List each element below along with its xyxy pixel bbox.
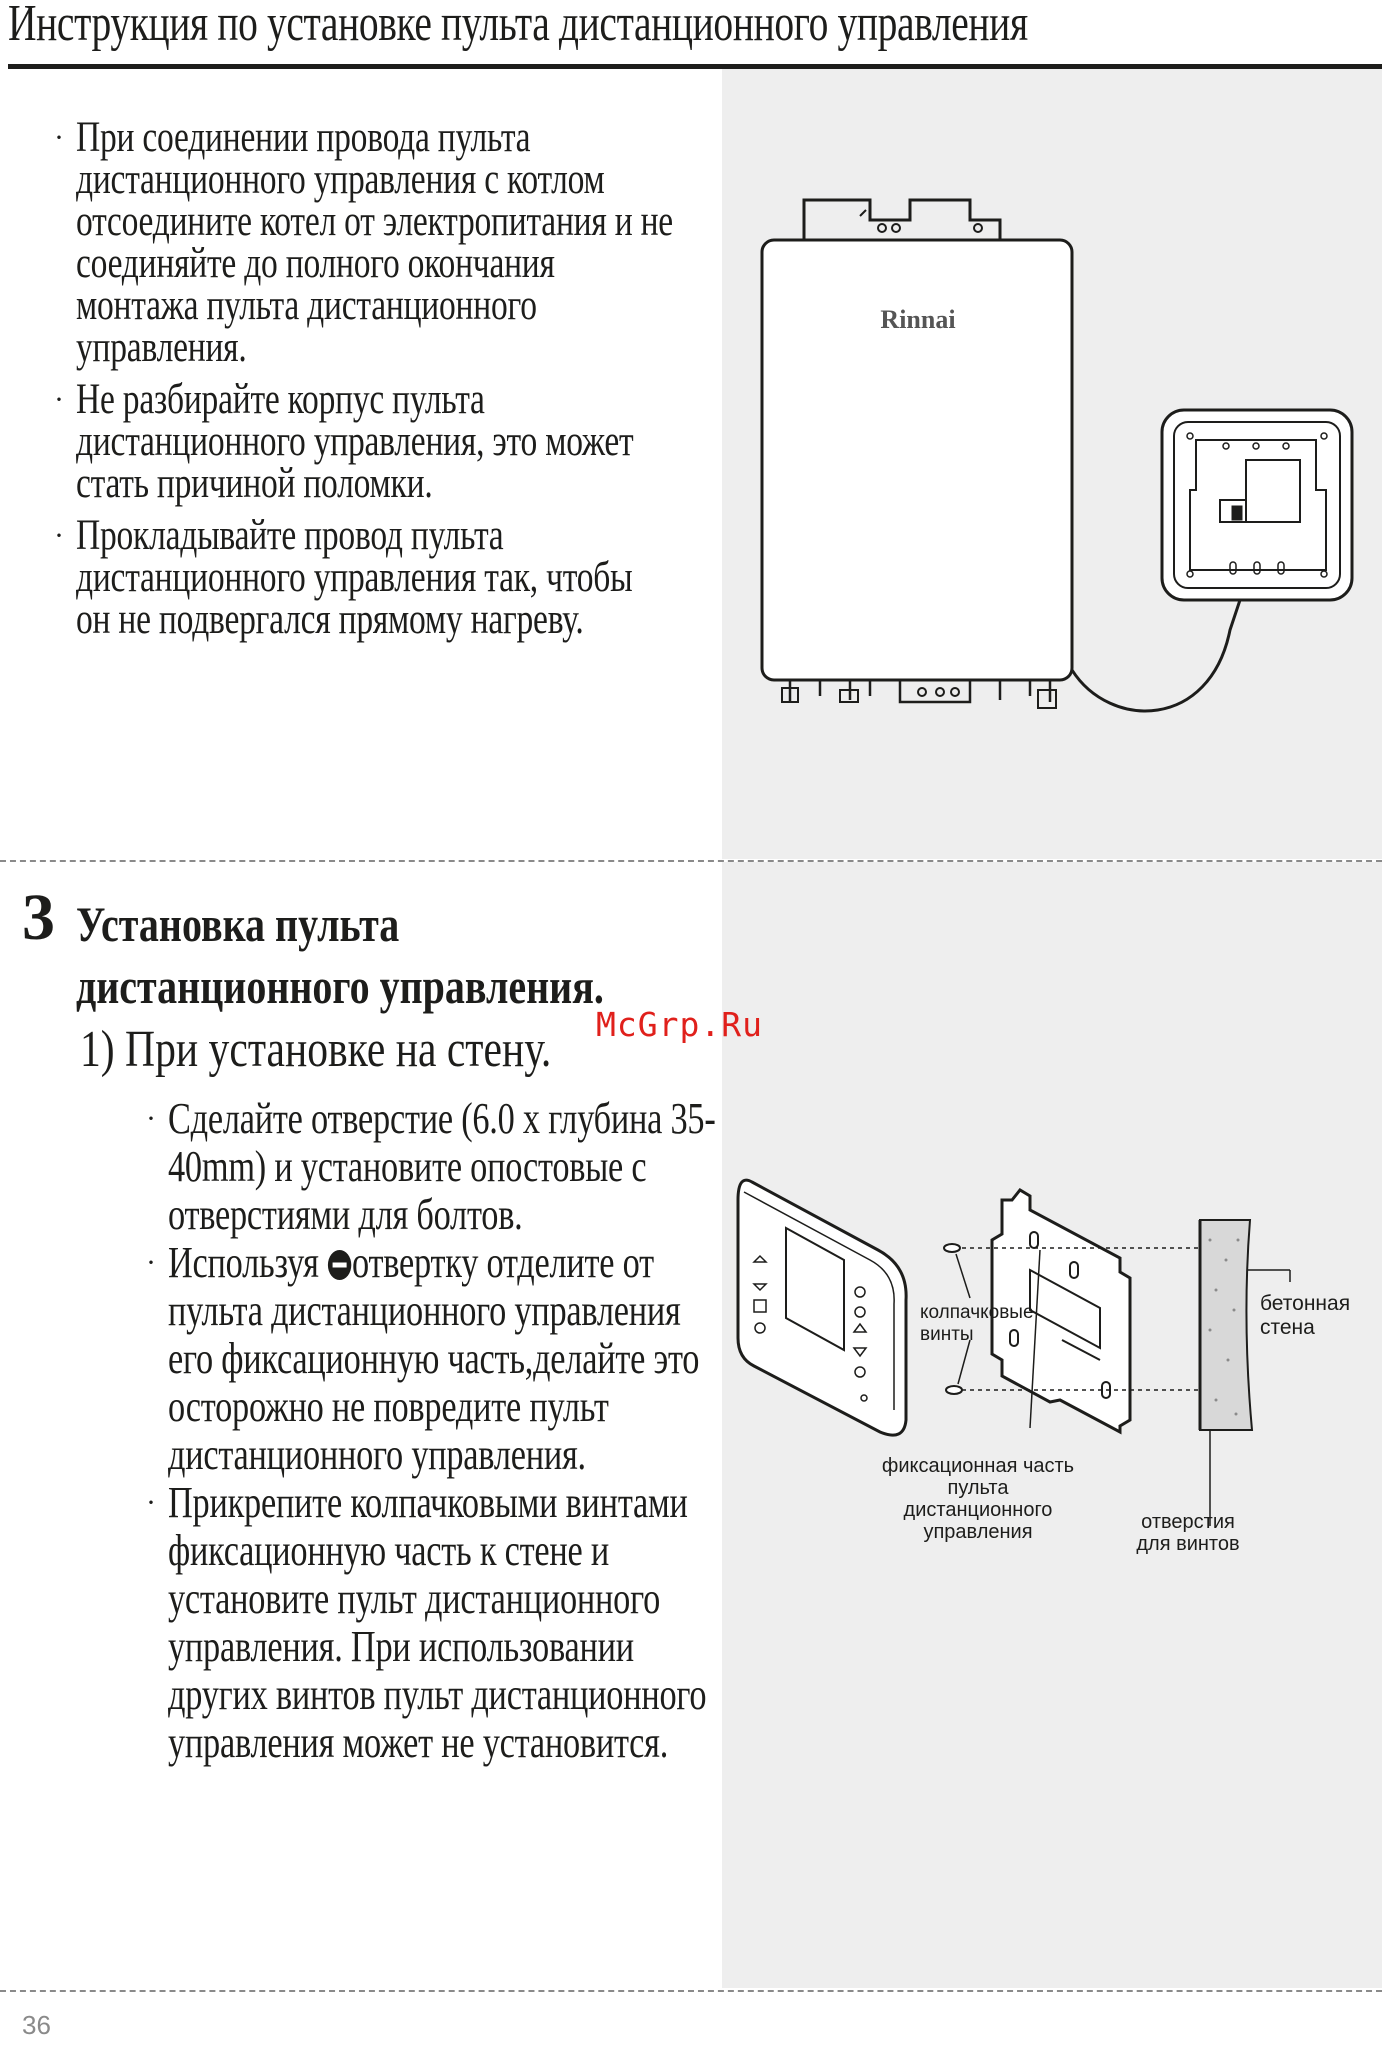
concrete-wall-icon <box>1200 1220 1252 1430</box>
installation-steps-list <box>146 1095 726 1767</box>
brand-logo: Rinnai <box>880 305 956 334</box>
mounting-plate-label: фиксационная часть пульта дистанционного управления <box>881 1455 1075 1543</box>
page-number: 36 <box>22 2010 51 2040</box>
list-item: · При соединении провода пульта дистанционного управления с котлом отсоедините котел от электропитания и не соединяйте до полного окончания монтажа пульта дистанционного управления. <box>54 114 673 371</box>
list-item: · Сделайте отверстие (6.0 х глубина 35-40mm) и установите опостовые с отверстиями для болтов. <box>146 1094 716 1239</box>
list-item: · Не разбирайте корпус пульта дистанционного управления, это может стать причиной поломки. <box>54 376 634 507</box>
wall-mount-diagram <box>730 1170 1370 1570</box>
watermark: McGrp.Ru <box>596 1005 763 1044</box>
remote-control-back-icon <box>1162 410 1352 600</box>
section-number: 3 <box>22 881 55 954</box>
cap-screws-label: колпачковые винты <box>920 1302 1034 1345</box>
section-title: Установка пульта дистанционного управления. <box>76 896 604 1014</box>
list-item: · Используя отвертку отделите от пульта дистанционного управления его фиксационную часть,делайте это осторожно не повредите пульт дистанционного управления. <box>146 1238 700 1479</box>
heater-connection-diagram <box>750 190 1370 750</box>
water-heater-icon <box>762 200 1072 708</box>
section-divider <box>0 860 1382 862</box>
cable-icon <box>1072 600 1240 711</box>
page-title: Инструкция по установке пульта дистанционного управления <box>8 0 1028 52</box>
flat-screwdriver-icon <box>327 1249 352 1281</box>
screw-holes-label: отверстия для винтов <box>1136 1511 1240 1555</box>
list-item: · Прикрепите колпачковыми винтами фиксационную часть к стене и установите пульт дистанционного управления. При использовании других винтов пульт дистанционного управления может не установится. <box>146 1478 707 1767</box>
list-item: · Прокладывайте провод пульта дистанционного управления так, чтобы он не подвергался прямому нагреву. <box>54 512 633 643</box>
remote-control-front-icon <box>738 1180 906 1435</box>
step-title: 1) При установке на стену. <box>80 1021 552 1078</box>
footer-divider <box>0 1990 1382 1992</box>
precautions-list <box>54 114 674 651</box>
concrete-wall-label: бетонная стена <box>1260 1292 1351 1339</box>
